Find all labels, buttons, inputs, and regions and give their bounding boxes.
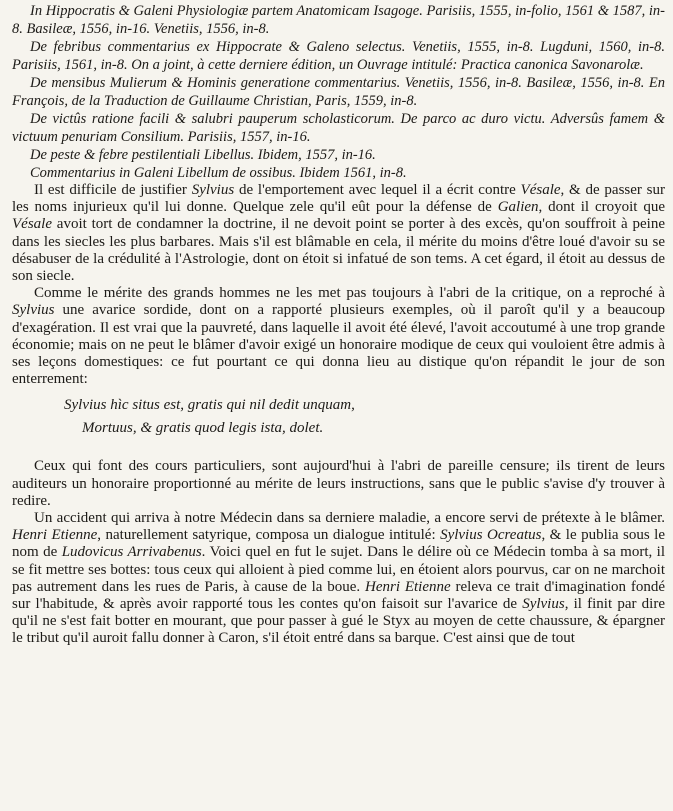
- distique: [12, 394, 665, 440]
- bibliography-entry: In Hippocratis & Galeni Physiologiæ partem Anatomicam Isagoge. Parisiis, 1555, in-folio, 1561 & 1587, in-8. Basileæ, 1556, in-16. Venetiis, 1556, in-8.: [12, 3, 665, 37]
- paragraph: [12, 182, 665, 285]
- text-run: , naturellement satyrique, composa un dialogue intitulé:: [97, 527, 441, 544]
- bibliography-entry: De victûs ratione facili & salubri pauperum scholasticorum. De parco ac duro victu. Adversûs famem & victuum penuriam Consilium. Parisiis, 1557, in-16.: [12, 111, 665, 145]
- name-henri-etienne: Henri Etienne: [365, 578, 451, 595]
- body-text: [12, 182, 665, 388]
- text-run: , dont il croyoit que: [538, 199, 665, 216]
- verse-line: Mortuus, & gratis quod legis ista, dolet.: [82, 420, 324, 437]
- name-sylvius: Sylvius: [12, 302, 55, 319]
- bibliography-entry: De febribus commentarius ex Hippocrate & Galeno selectus. Venetiis, 1555, in-8. Lugduni, 1560, in-8. Parisiis, 1561, in-8. On a joint, à cette derniere édition, un Ouvrage intitulé: Practica canonica Savonarolæ.: [12, 39, 665, 73]
- text-run: releva ce trait d'imagination fondé sur l'habitude, & après avoir rapporté tous les contes qu'on faisoit sur l'avarice de: [12, 578, 665, 613]
- paragraph: [12, 285, 665, 388]
- body-text: [12, 458, 665, 647]
- text-run: Un accident qui arriva à notre Médecin dans sa derniere maladie, a encore servi de prétexte à le blâmer.: [34, 510, 665, 527]
- text-run: , & de passer sur les noms injurieux qu'il lui donne. Quelque zele qu'il eût pour la défense de: [12, 182, 666, 216]
- title-sylvius-ocreatus: Sylvius Ocreatus: [440, 527, 542, 544]
- text-run: une avarice sordide, dont on a rapporté plusieurs exemples, où il paroît qu'il y a beaucoup d'exagération. Il est vrai que la pauvreté, dans laquelle il avoit été élevé, l'avoit accoutumé à une trop grande économie; mais on ne peut le blâmer d'avoir exigé un honoraire modique de ceux qui vouloient être admis à ses leçons domestiques: ce fut pourtant ce qui donna lieu au distique qu'on répandit le jour de son enterrement:: [12, 302, 665, 388]
- text-run: , il finit par dire qu'il ne s'est fait botter en mourant, que pour passer à gué le Styx au moyen de cette chaussure, & épargner le tribut qu'il auroit fallu donner à Caron, s'il étoit entré dans sa barque. C'est ainsi que de tout: [12, 596, 665, 647]
- name-vesale: Vésale: [12, 216, 52, 233]
- bibliography-list: [12, 2, 665, 182]
- name-henri-etienne: Henri Etienne: [12, 527, 98, 544]
- text-run: . Voici quel en fut le sujet. Dans le délire où ce Médecin tomba à sa mort, il se fit mettre ses bottes: tous ceux qui alloient à pied comme lui, en étoient alors pourvus, car on ne marchoit pas autrement dans les rues de Paris, à cause de la boue.: [12, 544, 665, 595]
- paragraph: [12, 510, 665, 648]
- verse-line: Sylvius hìc situs est, gratis qui nil dedit unquam,: [64, 397, 355, 414]
- bibliography-entry: De mensibus Mulierum & Hominis generatione commentarius. Venetiis, 1556, in-8. Basileæ, 1556, in-8. En François, de la Traduction de Guillaume Christian, Paris, 1559, in-8.: [12, 75, 665, 109]
- text-run: avoit tort de condamner la doctrine, il ne devoit point se porter à des excès, qu'on souffroit à peine dans les siecles les plus barbares. Mais s'il est blâmable en cela, il mérite du moins d'être loué d'avoir su se désabuser de la crédulité à l'Astrologie, dont on étoit si infatué de son tems. A cet égard, il étoit au dessus de son siecle.: [12, 216, 665, 285]
- paragraph: Ceux qui font des cours particuliers, sont aujourd'hui à l'abri de pareille censure; ils tirent de leurs auditeurs un honoraire proportionné au mérite de leurs instructions, sans que le public s'avise d'y trouver à redire.: [12, 458, 665, 509]
- name-vesale: Vésale: [520, 182, 561, 198]
- name-ludovicus-arrivabenus: Ludovicus Arrivabenus: [61, 544, 202, 561]
- name-galien: Galien: [497, 199, 539, 216]
- text-run: de l'emportement avec lequel il a écrit contre: [234, 182, 521, 198]
- text-run: Il est difficile de justifier: [34, 182, 192, 198]
- name-sylvius: Sylvius: [522, 596, 565, 613]
- name-sylvius: Sylvius: [191, 182, 235, 198]
- spacer: [12, 448, 665, 458]
- text-run: Comme le mérite des grands hommes ne les met pas toujours à l'abri de la critique, on a reproché à: [34, 285, 665, 302]
- text-run: , & le publia sous le nom de: [12, 527, 665, 561]
- bibliography-entry: De peste & febre pestilentiali Libellus. Ibidem, 1557, in-16.: [30, 147, 376, 163]
- bibliography-entry: Commentarius in Galeni Libellum de ossibus. Ibidem 1561, in-8.: [30, 165, 407, 181]
